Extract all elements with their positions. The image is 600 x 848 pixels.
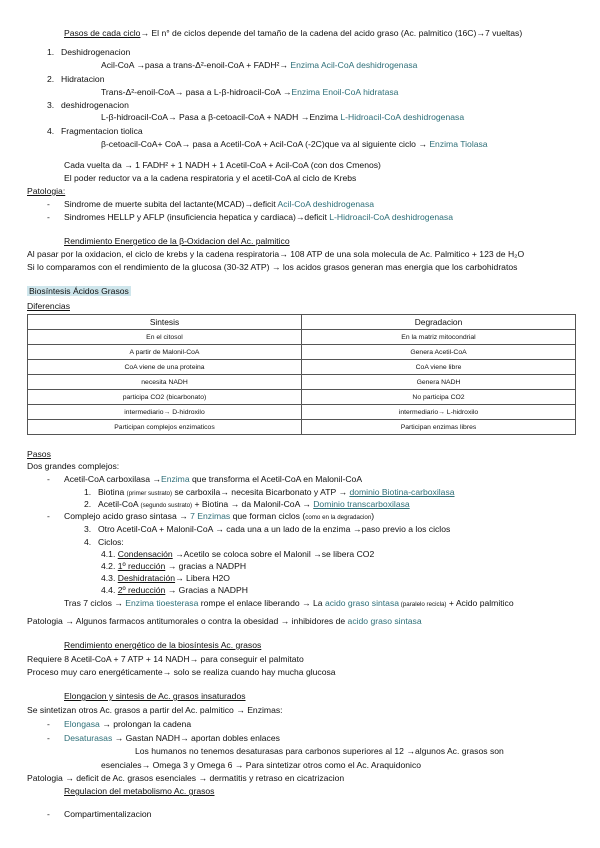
table-row	[28, 420, 576, 435]
pasos-label: Pasos	[27, 449, 51, 459]
cycle-step: 4.2. 1º reducción → gracias a NADPH	[101, 561, 247, 571]
table-cell: Participan enzimas libres	[302, 420, 576, 435]
bullet-dash: -	[47, 809, 50, 819]
tras-ciclos-line: Tras 7 ciclos → Enzima tioesterasa rompe el enlace liberando → La acido graso sintasa (paralelo recicla) + Acido palmitico	[64, 598, 514, 608]
enzyme-name: L-Hidroacil-CoA deshidrogenasa	[340, 112, 465, 122]
table-cell: CoA viene de una proteina	[28, 360, 302, 375]
pathology-item-text: Sindromes HELLP y AFLP (insuficiencia hepatica y cardiaca)→deficit L-Hidroacil-CoA deshidrogenasa	[64, 212, 453, 222]
table-row	[28, 330, 576, 345]
cycle-step: 4.4. 2º reducción → Gracias a NADPH	[101, 585, 248, 595]
desaturasas-line: Desaturasas → Gastan NADH→ aportan dobles enlaces	[64, 733, 280, 743]
bullet-dash: -	[47, 474, 50, 484]
per-turn-yield: Cada vuelta da → 1 FADH² + 1 NADH + 1 Acetil-CoA + Acil-CoA (con dos Cmenos)	[64, 160, 381, 170]
table-cell: participa CO2 (bicarbonato)	[28, 390, 302, 405]
differences-label: Diferencias	[27, 301, 70, 311]
table-cell: intermediario→ L-hidroxilo	[302, 405, 576, 420]
column-header: Sintesis	[28, 315, 302, 330]
section-heading: Biosíntesis Ácidos Grasos	[29, 286, 129, 296]
pathology-item: -	[47, 199, 50, 209]
complexes-intro: Dos grandes complejos:	[27, 461, 120, 471]
step-4-title: 4. Fragmentacion tiolica	[47, 126, 143, 136]
yield-title: Rendimiento Energetico de la β-Oxidacion del Ac. palmitico	[64, 236, 290, 246]
yield-title-biosynthesis: Rendimiento energético de la biosíntesis Ac. grasos	[64, 640, 262, 650]
compartment-item: Compartimentalizacion	[64, 809, 152, 819]
elongation-title: Elongacion y sintesis de Ac. grasos insaturados	[64, 691, 246, 701]
elongation-intro: Se sintetizan otros Ac. grasos a partir del Ac. palmitico → Enzimas:	[27, 705, 283, 715]
cycle-step: 4.1. Condensación →Acetilo se coloca sobre el Malonil →se libera CO2	[101, 549, 375, 559]
table-cell: necesita NADH	[28, 375, 302, 390]
regulation-title: Regulacion del metabolismo Ac. grasos	[64, 786, 215, 796]
table-cell: CoA viene libre	[302, 360, 576, 375]
bullet-dash: -	[47, 719, 50, 729]
enzyme-name: Enzima Enoil-CoA hidratasa	[291, 87, 399, 97]
table-cell: En el citosol	[28, 330, 302, 345]
table-row	[28, 390, 576, 405]
table-cell: A partir de Malonil-CoA	[28, 345, 302, 360]
pathology-item-text: Sindrome de muerte subita del lactante(MCAD)→deficit Acil-CoA deshidrogenasa	[64, 199, 375, 209]
humans-line-2: esenciales→ Omega 3 y Omega 6 → Para sintetizar otros como el Ac. Araquidonico	[101, 760, 422, 770]
fas-step-4: 4. Ciclos:	[84, 537, 124, 547]
pathology-label: Patologia:	[27, 186, 66, 196]
enzyme-name: Enzima Acil-CoA deshidrogenasa	[290, 60, 418, 70]
step-3-title: 3. deshidrogenacion	[47, 100, 129, 110]
table-header-row	[28, 315, 576, 330]
step-1-title: 1. Deshidrogenacion	[47, 47, 131, 57]
elongasa-line: Elongasa → prolongan la cadena	[64, 719, 192, 729]
acc-step-2: 2. Acetil-CoA (segundo sustrato) + Biotina → da Malonil-CoA → Dominio transcarboxilasa	[84, 499, 410, 509]
pathology-line: Patologia → Algunos farmacos antitumorales o contra la obesidad → inhibidores de acido graso sintasa	[27, 616, 422, 626]
table-row	[28, 405, 576, 420]
table-cell: Participan complejos enzimaticos	[28, 420, 302, 435]
table-cell: Genera Acetil-CoA	[302, 345, 576, 360]
yield-biosynthesis-line-2: Proceso muy caro energéticamente→ solo se realiza cuando hay mucha glucosa	[27, 667, 336, 677]
acc-step-1: 1. Biotina (primer sustrato) se carboxila→ necesita Bicarbonato y ATP → dominio Biotina-carboxilasa	[84, 487, 455, 497]
cycle-steps-title: Pasos de cada ciclo	[64, 28, 141, 38]
step-1-reaction: Acil-CoA →pasa a trans-Δ²-enoil-CoA + FADH²→ Enzima Acil-CoA deshidrogenasa	[101, 60, 418, 70]
cycle-steps-header	[64, 28, 522, 38]
yield-line-1: Al pasar por la oxidacion, el ciclo de krebs y la cadena respiratoria→ 108 ATP de una sola molecula de Ac. Palmitico + 123 de H₂O	[27, 249, 525, 259]
table-row	[28, 375, 576, 390]
yield-biosynthesis-line-1: Requiere 8 Acetil-CoA + 7 ATP + 14 NADH→ para conseguir el palmitato	[27, 654, 304, 664]
bullet-dash: -	[47, 733, 50, 743]
column-header: Degradacion	[302, 315, 576, 330]
enzyme-name: Enzima Tiolasa	[429, 139, 488, 149]
yield-line-2: Si lo comparamos con el rendimiento de la glucosa (30-32 ATP) → los acidos grasos generan mas energia que los carbohidratos	[27, 262, 518, 272]
step-3-reaction: L-β-hidroacil-CoA→ Pasa a β-cetoacil-CoA + NADH →Enzima L-Hidroacil-CoA deshidrogenasa	[101, 112, 465, 122]
table-cell: No participa CO2	[302, 390, 576, 405]
step-2-title: 2. Hidratacion	[47, 74, 105, 84]
fas-step-3: 3. Otro Acetil-CoA + Malonil-CoA → cada una a un lado de la enzima →paso previo a los ciclos	[84, 524, 451, 534]
table-row	[28, 360, 576, 375]
comparison-table	[27, 314, 576, 435]
table-row	[28, 345, 576, 360]
table-cell: intermediario→ D-hidroxilo	[28, 405, 302, 420]
table-cell: Genera NADH	[302, 375, 576, 390]
pathology-line-2: Patologia → deficit de Ac. grasos esenciales → dermatitis y retraso en cicatrizacion	[27, 773, 345, 783]
step-2-reaction: Trans-Δ²-enoil-CoA→ pasa a L-β-hidroacil-CoA →Enzima Enoil-CoA hidratasa	[101, 87, 399, 97]
step-4-reaction: β-cetoacil-CoA+ CoA→ pasa a Acetil-CoA + Acil-CoA (-2C)que va al siguiente ciclo → Enzima Tiolasa	[101, 139, 488, 149]
acc-line: Acetil-CoA carboxilasa →Enzima que transforma el Acetil-CoA en Malonil-CoA	[64, 474, 363, 484]
fas-line: Complejo acido graso sintasa → 7 Enzimas que forman ciclos (como en la degradacion)	[64, 511, 375, 521]
cycle-step: 4.3. Deshidratación→ Libera H2O	[101, 573, 230, 583]
humans-line-1: Los humanos no tenemos desaturasas para carbonos superiores al 12 →algunos Ac. grasos son	[135, 746, 504, 756]
pathology-item: -	[47, 212, 50, 222]
reducing-power: El poder reductor va a la cadena respiratoria y el acetil-CoA al ciclo de Krebs	[64, 173, 357, 183]
cycle-steps-note: → El n° de ciclos depende del tamaño de la cadena del acido graso (Ac. palmitico (16C)→7 vueltas)	[140, 28, 523, 38]
bullet-dash: -	[47, 511, 50, 521]
table-cell: En la matriz mitocondrial	[302, 330, 576, 345]
